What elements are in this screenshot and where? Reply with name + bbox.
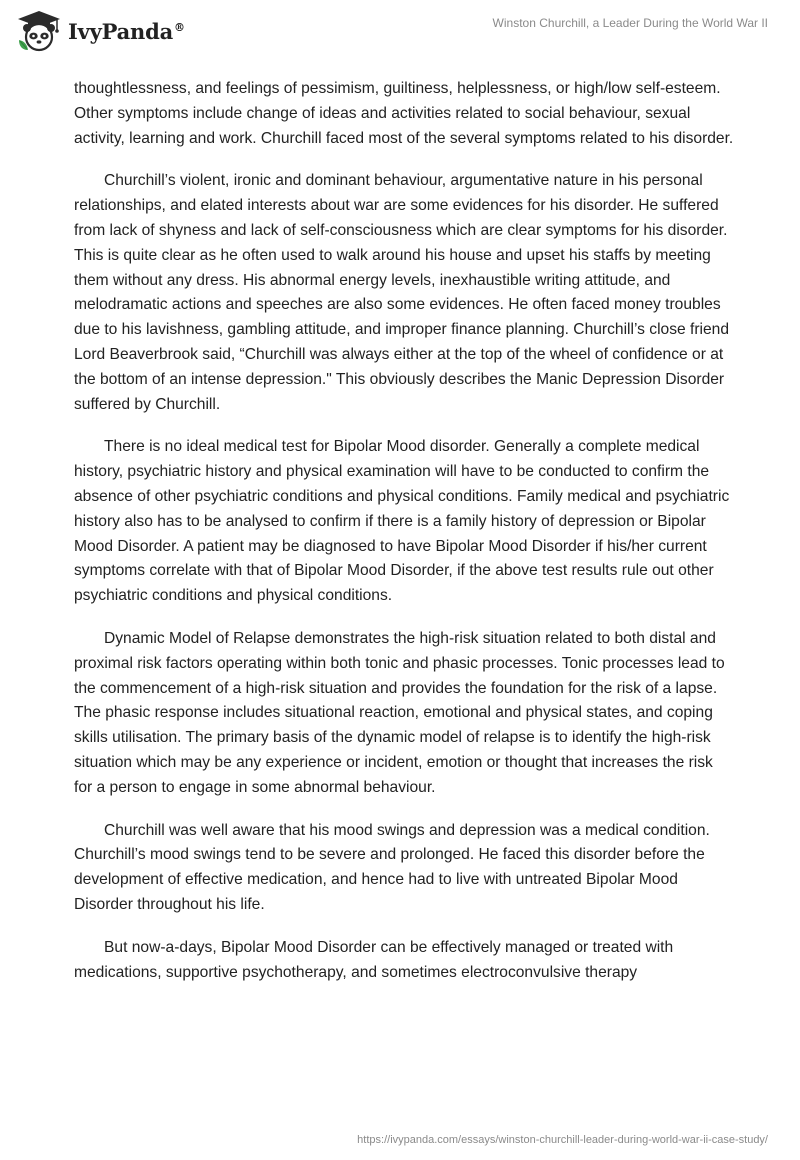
source-url[interactable]: https://ivypanda.com/essays/winston-churchill-leader-during-world-war-ii-case-study/ xyxy=(357,1134,768,1146)
brand-name: IvyPanda® xyxy=(68,18,185,44)
document-title: Winston Churchill, a Leader During the World War II xyxy=(492,16,768,30)
paragraph: Churchill’s violent, ironic and dominant behaviour, argumentative nature in his personal relationships, and elated interests about war are some evidences for his disorder. He suffered from lack of shyness and lack of self-consciousness which are clear symptoms for his disorder. This is quite clear as he often used to walk around his house and upset his staffs by meeting them without any dress. His abnormal energy levels, inexhaustible writing attitude, and melodramatic actions and speeches are also some evidences. He often faced money troubles due to his lavishness, gambling attitude, and improper finance planning. Churchill’s close friend Lord Beaverbrook said, “Churchill was always either at the top of the wheel of confidence or at the bottom of an intense depression." This obviously describes the Manic Depression Disorder suffered by Churchill. xyxy=(74,172,730,413)
paragraph: Dynamic Model of Relapse demonstrates the high-risk situation related to both distal and proximal risk factors operating within both tonic and phasic processes. Tonic processes lead to the commencement of a high-risk situation and provides the foundation for the risk of a lapse. The phasic response includes situational reaction, emotional and physical states, and coping skills utilisation. The primary basis of the dynamic model of relapse is to identify the high-risk situation which may be any experience or incident, emotion or thought that increases the risk for a person to engage in some abnormal behaviour. xyxy=(74,629,725,796)
paragraph: Churchill was well aware that his mood swings and depression was a medical condition. Churchill’s mood swings tend to be severe and prolonged. He faced this disorder before the development of effective medication, and hence had to live with untreated Bipolar Mood Disorder throughout his life. xyxy=(74,821,710,913)
page-header xyxy=(0,0,800,64)
essay-body xyxy=(74,77,734,1003)
brand-logo[interactable] xyxy=(16,10,185,52)
panda-graduate-icon xyxy=(16,10,62,52)
paragraph-continued: thoughtlessness, and feelings of pessimism, guiltiness, helplessness, or high/low self-esteem. Other symptoms include change of ideas and activities related to social behaviour, sexual activity, learning and work. Churchill faced most of the several symptoms related to his disorder. xyxy=(74,80,734,147)
paragraph: But now-a-days, Bipolar Mood Disorder can be effectively managed or treated with medications, supportive psychotherapy, and sometimes electroconvulsive therapy xyxy=(74,938,674,981)
paragraph: There is no ideal medical test for Bipolar Mood disorder. Generally a complete medical history, psychiatric history and physical examination will have to be conducted to confirm the absence of other psychiatric conditions and physical conditions. Family medical and psychiatric history also has to be analysed to confirm if there is a family history of depression or Bipolar Mood Disorder. A patient may be diagnosed to have Bipolar Mood Disorder if his/her current symptoms correlate with that of Bipolar Mood Disorder, if the above test results rule out other psychiatric conditions and physical conditions. xyxy=(74,438,730,605)
